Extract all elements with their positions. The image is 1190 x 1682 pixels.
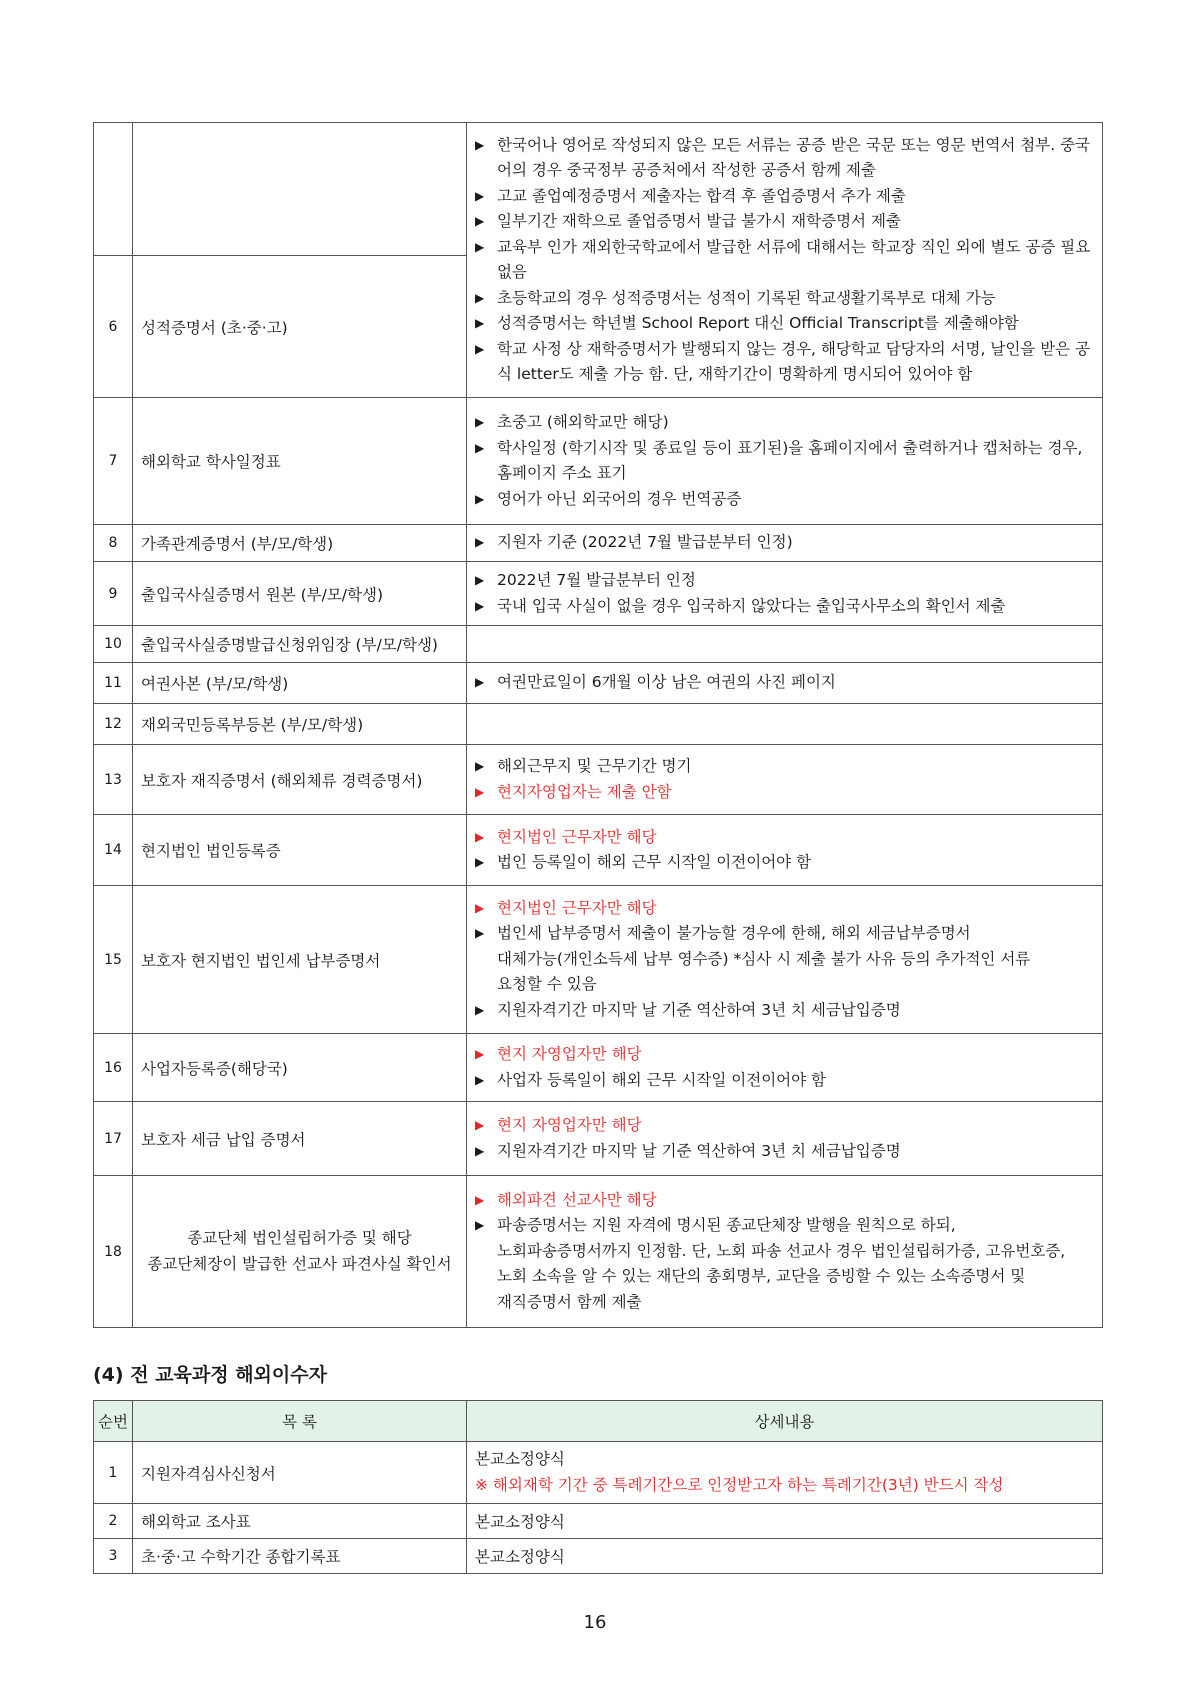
row-name: 여권사본 (부/모/학생) bbox=[133, 663, 467, 704]
row-num: 1 bbox=[94, 1442, 133, 1504]
row-num: 9 bbox=[94, 562, 133, 626]
row-name: 출입국사실증명서 원본 (부/모/학생) bbox=[133, 562, 467, 626]
row-name: 보호자 세금 납입 증명서 bbox=[133, 1102, 467, 1176]
arrow-icon: ▶ bbox=[475, 535, 485, 550]
row-num: 11 bbox=[94, 663, 133, 704]
arrow-icon: ▶ bbox=[475, 598, 485, 613]
row-name bbox=[133, 1176, 467, 1328]
empty-num-cell bbox=[94, 123, 133, 256]
row-name: 해외학교 조사표 bbox=[133, 1504, 467, 1539]
row-name: 해외학교 학사일정표 bbox=[133, 398, 467, 525]
arrow-icon: ▶ bbox=[475, 491, 485, 506]
desc-note: ※ 해외재학 기간 중 특례기간으로 인정받고자 하는 특례기간(3년) 반드시 작성 bbox=[475, 1475, 1004, 1494]
header-desc: 상세내용 bbox=[467, 1401, 1103, 1442]
row-num: 13 bbox=[94, 745, 133, 815]
row-num: 10 bbox=[94, 626, 133, 663]
arrow-icon: ▶ bbox=[475, 1072, 485, 1087]
section-title: (4) 전 교육과정 해외이수자 bbox=[93, 1364, 327, 1386]
row-name: 현지법인 법인등록증 bbox=[133, 815, 467, 886]
arrow-icon: ▶ bbox=[475, 1218, 485, 1233]
row-name: 보호자 현지법인 법인세 납부증명서 bbox=[133, 886, 467, 1034]
row-name: 사업자등록증(해당국) bbox=[133, 1034, 467, 1102]
row-name-line: 종교단체 법인설립허가증 및 해당 bbox=[187, 1229, 412, 1247]
arrow-icon: ▶ bbox=[475, 675, 485, 690]
row-desc: 본교소정양식 bbox=[467, 1504, 1103, 1539]
row-6-desc: ▶ 한국어나 영어로 작성되지 않은 모든 서류는 공증 받은 국문 또는 영문 번역서 첨부. 중국어의 경우 중국정부 공증처에서 작성한 공증서 함께 제출 ▶ 고교 졸업예정증명서 제출자는 합격 후 졸업증명서 추가 제출 ▶ 일부기간 재학으로 졸업증명서 발급 불가시 재학증명서 제출 ▶ 교육부 인가 재외한국학교에서 발급한 서류에 대해서는 학교장 직인 외에 별도 공증 필요 없음 ▶ 초등학교의 경우 성적증명서는 성적이 기록된 학교생활기록부로 대체 가능 ▶ 성적증명서는 학년별 School Report 대신 Official Transcript를 제출해야함 ▶ 학교 사정 상 재학증명서가 발행되지 않는 경우, 해당학교 담당자의 서명, 날인을 받은 공식 letter도 제출 가능 함. 단, 재학기간이 명확하게 명시되어 있어야 함 bbox=[467, 123, 1103, 398]
header-name: 목 록 bbox=[133, 1401, 467, 1442]
arrow-icon: ▶ bbox=[475, 137, 485, 152]
row-15-desc: ▶ 현지법인 근무자만 해당 ▶ 법인세 납부증명서 제출이 불가능할 경우에 한해, 해외 세금납부증명서 대체가능(개인소득세 납부 영수증) *심사 시 제출 불가 사유 등의 추가적인 서류 요청할 수 있음 ▶ 지원자격기간 마지막 날 기준 역산하여 3년 치 세금납입증명 bbox=[467, 886, 1103, 1034]
arrow-icon: ▶ bbox=[475, 188, 485, 203]
arrow-icon: ▶ bbox=[475, 341, 485, 356]
row-desc bbox=[467, 1442, 1103, 1504]
row-num: 7 bbox=[94, 398, 133, 525]
desc-text: 본교소정양식 bbox=[475, 1450, 565, 1468]
row-num: 15 bbox=[94, 886, 133, 1034]
row-11-desc: ▶ 여권만료일이 6개월 이상 남은 여권의 사진 페이지 bbox=[467, 663, 1103, 704]
row-num: 2 bbox=[94, 1504, 133, 1539]
row-12-desc bbox=[467, 704, 1103, 745]
arrow-icon: ▶ bbox=[475, 415, 485, 429]
row-num: 18 bbox=[94, 1176, 133, 1328]
row-name: 재외국민등록부등본 (부/모/학생) bbox=[133, 704, 467, 745]
arrow-icon: ▶ bbox=[475, 1002, 485, 1017]
row-name-line: 종교단체장이 발급한 선교사 파견사실 확인서 bbox=[147, 1254, 452, 1273]
row-14-desc: ▶ 현지법인 근무자만 해당 ▶ 법인 등록일이 해외 근무 시작일 이전이어야 함 bbox=[467, 815, 1103, 886]
row-desc: 본교소정양식 bbox=[467, 1539, 1103, 1574]
row-num: 3 bbox=[94, 1539, 133, 1574]
row-num: 14 bbox=[94, 815, 133, 886]
arrow-icon: ▶ bbox=[475, 1047, 485, 1061]
document-table-overseas bbox=[93, 1400, 1103, 1574]
row-num: 16 bbox=[94, 1034, 133, 1102]
row-8-desc: ▶ 지원자 기준 (2022년 7월 발급분부터 인정) bbox=[467, 525, 1103, 562]
row-num: 6 bbox=[94, 256, 133, 398]
arrow-icon: ▶ bbox=[475, 829, 485, 844]
row-num: 17 bbox=[94, 1102, 133, 1176]
row-7-desc: ▶ 초중고 (해외학교만 해당) ▶ 학사일정 (학기시작 및 종료일 등이 표기된)을 홈페이지에서 출력하거나 캡처하는 경우, 홈페이지 주소 표기 ▶ 영어가 아닌 외국어의 경우 번역공증 bbox=[467, 398, 1103, 525]
row-10-desc bbox=[467, 626, 1103, 663]
row-num: 12 bbox=[94, 704, 133, 745]
arrow-icon: ▶ bbox=[475, 239, 485, 254]
arrow-icon: ▶ bbox=[475, 573, 485, 587]
row-name: 초·중·고 수학기간 종합기록표 bbox=[133, 1539, 467, 1574]
arrow-icon: ▶ bbox=[475, 290, 485, 305]
row-16-desc: ▶ 현지 자영업자만 해당 ▶ 사업자 등록일이 해외 근무 시작일 이전이어야 함 bbox=[467, 1034, 1103, 1102]
row-name: 보호자 재직증명서 (해외체류 경력증명서) bbox=[133, 745, 467, 815]
document-table-main bbox=[93, 122, 1103, 1328]
row-18-desc: ▶ 해외파견 선교사만 해당 ▶ 파송증명서는 지원 자격에 명시된 종교단체장 발행을 원칙으로 하되, 노회파송증명서까지 인정함. 단, 노회 파송 선교사 경우 법인설립허가증, 고유번호증, 노회 소속을 알 수 있는 재단의 총회명부, 교단을 증빙할 수 있는 소속증명서 및 재직증명서 함께 제출 bbox=[467, 1176, 1103, 1328]
arrow-icon: ▶ bbox=[475, 440, 485, 455]
row-num: 8 bbox=[94, 525, 133, 562]
arrow-icon: ▶ bbox=[475, 1143, 485, 1158]
arrow-icon: ▶ bbox=[475, 855, 485, 869]
row-name: 성적증명서 (초·중·고) bbox=[133, 256, 467, 398]
row-9-desc: ▶ 2022년 7월 발급분부터 인정 ▶ 국내 입국 사실이 없을 경우 입국하지 않았다는 출입국사무소의 확인서 제출 bbox=[467, 562, 1103, 626]
arrow-icon: ▶ bbox=[475, 759, 485, 773]
arrow-icon: ▶ bbox=[475, 1118, 485, 1132]
header-num: 순번 bbox=[94, 1401, 133, 1442]
arrow-icon: ▶ bbox=[475, 1192, 485, 1207]
row-17-desc: ▶ 현지 자영업자만 해당 ▶ 지원자격기간 마지막 날 기준 역산하여 3년 치 세금납입증명 bbox=[467, 1102, 1103, 1176]
empty-name-cell bbox=[133, 123, 467, 256]
arrow-icon: ▶ bbox=[475, 316, 485, 330]
row-name: 출입국사실증명발급신청위임장 (부/모/학생) bbox=[133, 626, 467, 663]
arrow-icon: ▶ bbox=[475, 214, 485, 228]
row-name: 가족관계증명서 (부/모/학생) bbox=[133, 525, 467, 562]
arrow-icon: ▶ bbox=[475, 784, 485, 799]
row-name: 지원자격심사신청서 bbox=[133, 1442, 467, 1504]
row-13-desc: ▶ 해외근무지 및 근무기간 명기 ▶ 현지자영업자는 제출 안함 bbox=[467, 745, 1103, 815]
page-number: 16 bbox=[583, 1612, 607, 1633]
arrow-icon: ▶ bbox=[475, 900, 485, 915]
arrow-icon: ▶ bbox=[475, 926, 485, 941]
